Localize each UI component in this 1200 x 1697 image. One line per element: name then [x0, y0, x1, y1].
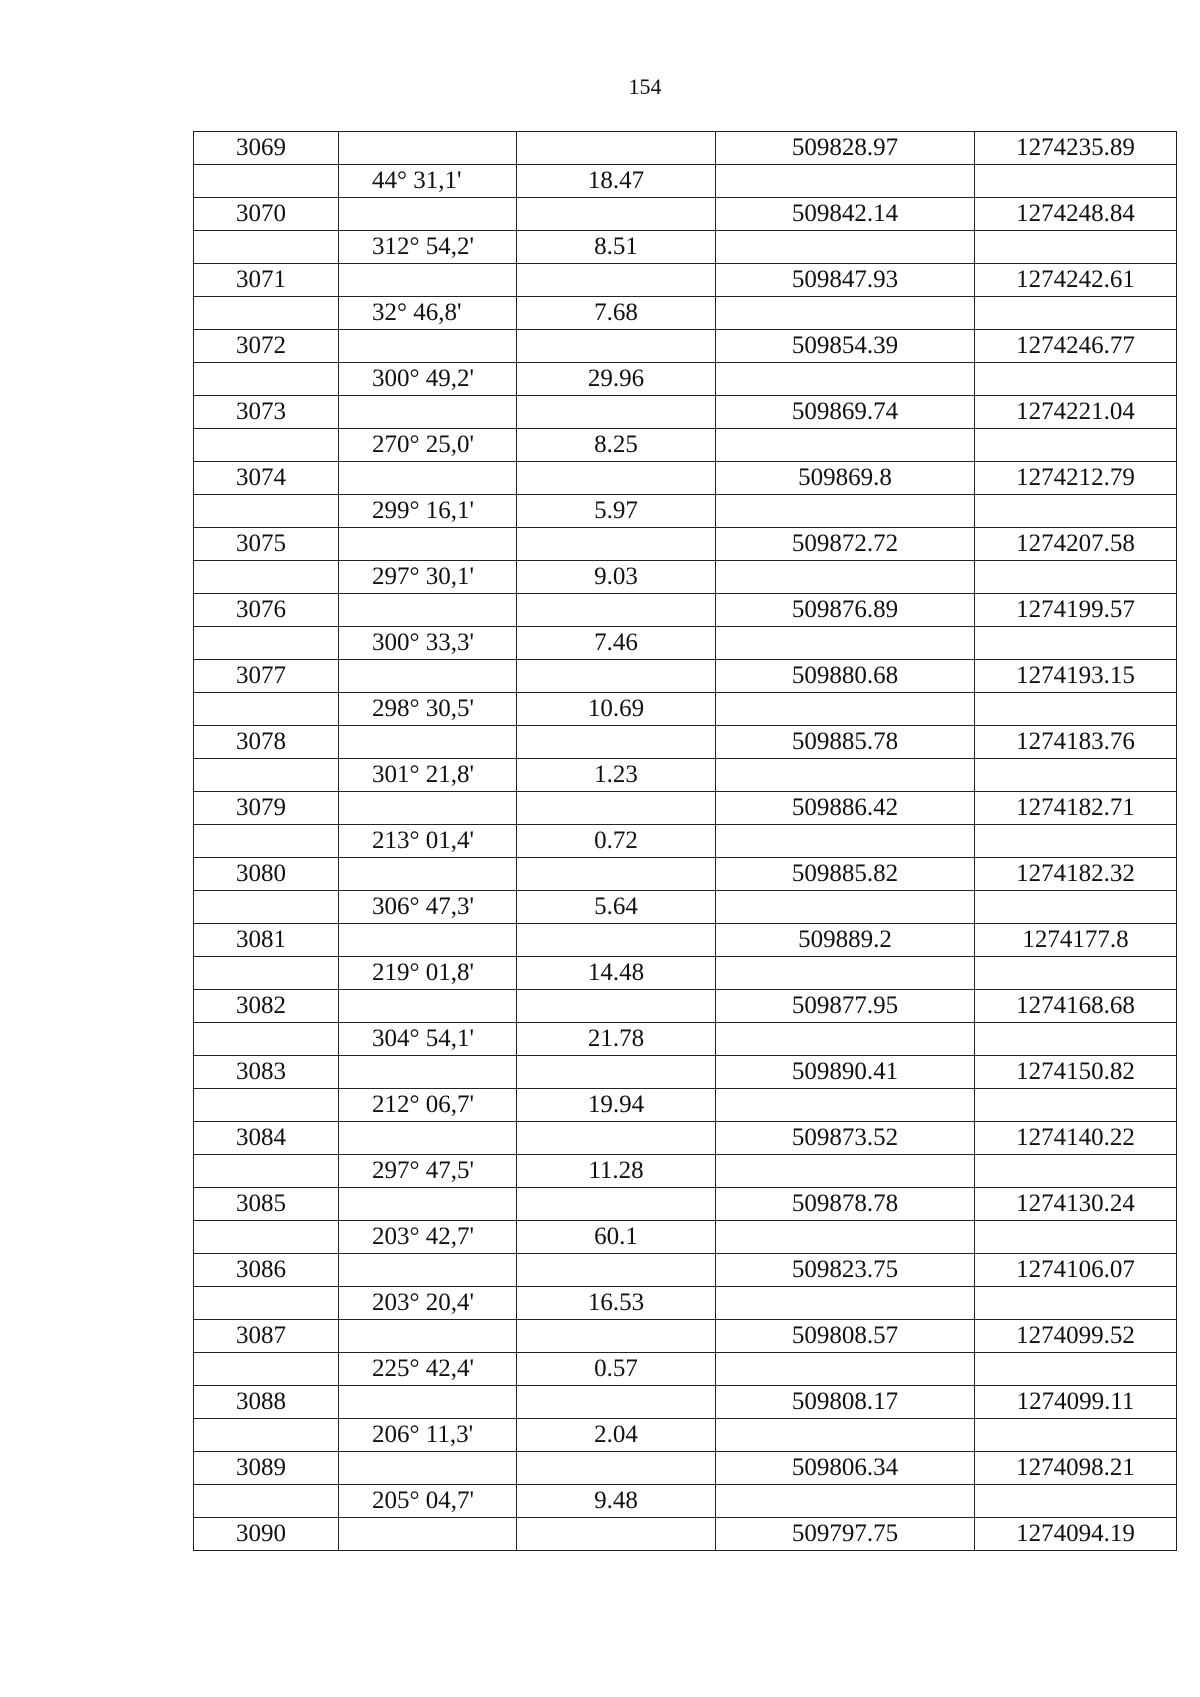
- point-number-cell: 3075: [194, 528, 339, 561]
- point-number-cell: [194, 891, 339, 924]
- point-number-cell: 3076: [194, 594, 339, 627]
- distance-cell: 21.78: [517, 1023, 716, 1056]
- x-coordinate-cell: [716, 561, 975, 594]
- distance-cell: [517, 264, 716, 297]
- x-coordinate-cell: [716, 693, 975, 726]
- distance-cell: 5.64: [517, 891, 716, 924]
- bearing-cell: [339, 792, 517, 825]
- point-number-cell: 3070: [194, 198, 339, 231]
- y-coordinate-cell: 1274207.58: [975, 528, 1177, 561]
- point-number-cell: [194, 297, 339, 330]
- y-coordinate-cell: [975, 495, 1177, 528]
- point-number-cell: [194, 1155, 339, 1188]
- bearing-cell: 219° 01,8': [339, 957, 517, 990]
- x-coordinate-cell: [716, 1089, 975, 1122]
- distance-cell: 7.68: [517, 297, 716, 330]
- distance-cell: [517, 924, 716, 957]
- point-row: [194, 726, 1177, 759]
- segment-row: [194, 1155, 1177, 1188]
- bearing-cell: [339, 528, 517, 561]
- point-number-cell: 3081: [194, 924, 339, 957]
- point-number-cell: 3073: [194, 396, 339, 429]
- bearing-cell: 304° 54,1': [339, 1023, 517, 1056]
- distance-cell: [517, 1320, 716, 1353]
- y-coordinate-cell: 1274177.8: [975, 924, 1177, 957]
- segment-row: [194, 1221, 1177, 1254]
- bearing-cell: [339, 990, 517, 1023]
- bearing-cell: [339, 1386, 517, 1419]
- point-number-cell: [194, 1353, 339, 1386]
- bearing-cell: 298° 30,5': [339, 693, 517, 726]
- segment-row: [194, 693, 1177, 726]
- y-coordinate-cell: 1274098.21: [975, 1452, 1177, 1485]
- distance-cell: [517, 990, 716, 1023]
- x-coordinate-cell: [716, 1221, 975, 1254]
- segment-row: [194, 165, 1177, 198]
- x-coordinate-cell: 509808.17: [716, 1386, 975, 1419]
- point-row: [194, 1386, 1177, 1419]
- x-coordinate-cell: 509885.82: [716, 858, 975, 891]
- segment-row: [194, 1485, 1177, 1518]
- x-coordinate-cell: [716, 495, 975, 528]
- y-coordinate-cell: 1274212.79: [975, 462, 1177, 495]
- y-coordinate-cell: 1274130.24: [975, 1188, 1177, 1221]
- bearing-cell: [339, 924, 517, 957]
- y-coordinate-cell: 1274140.22: [975, 1122, 1177, 1155]
- y-coordinate-cell: 1274246.77: [975, 330, 1177, 363]
- x-coordinate-cell: [716, 957, 975, 990]
- bearing-cell: [339, 132, 517, 165]
- point-number-cell: [194, 693, 339, 726]
- bearing-cell: [339, 330, 517, 363]
- point-number-cell: [194, 1419, 339, 1452]
- y-coordinate-cell: [975, 1089, 1177, 1122]
- distance-cell: [517, 1518, 716, 1551]
- segment-row: [194, 363, 1177, 396]
- bearing-cell: 203° 42,7': [339, 1221, 517, 1254]
- point-row: [194, 1320, 1177, 1353]
- page-number: 154: [628, 74, 662, 99]
- distance-cell: [517, 1188, 716, 1221]
- y-coordinate-cell: [975, 1287, 1177, 1320]
- bearing-cell: 299° 16,1': [339, 495, 517, 528]
- distance-cell: [517, 198, 716, 231]
- segment-row: [194, 1419, 1177, 1452]
- point-row: [194, 1188, 1177, 1221]
- y-coordinate-cell: [975, 627, 1177, 660]
- bearing-cell: 213° 01,4': [339, 825, 517, 858]
- point-row: [194, 462, 1177, 495]
- distance-cell: 0.72: [517, 825, 716, 858]
- bearing-cell: [339, 396, 517, 429]
- bearing-cell: [339, 1122, 517, 1155]
- y-coordinate-cell: 1274248.84: [975, 198, 1177, 231]
- distance-cell: [517, 1254, 716, 1287]
- x-coordinate-cell: [716, 297, 975, 330]
- bearing-cell: 300° 33,3': [339, 627, 517, 660]
- point-row: [194, 1518, 1177, 1551]
- x-coordinate-cell: 509880.68: [716, 660, 975, 693]
- x-coordinate-cell: 509872.72: [716, 528, 975, 561]
- point-number-cell: [194, 165, 339, 198]
- bearing-cell: [339, 858, 517, 891]
- x-coordinate-cell: [716, 165, 975, 198]
- x-coordinate-cell: 509886.42: [716, 792, 975, 825]
- y-coordinate-cell: [975, 165, 1177, 198]
- y-coordinate-cell: [975, 231, 1177, 264]
- segment-row: [194, 957, 1177, 990]
- bearing-cell: 212° 06,7': [339, 1089, 517, 1122]
- point-number-cell: 3083: [194, 1056, 339, 1089]
- distance-cell: [517, 660, 716, 693]
- y-coordinate-cell: [975, 891, 1177, 924]
- point-number-cell: [194, 429, 339, 462]
- point-number-cell: [194, 231, 339, 264]
- point-row: [194, 396, 1177, 429]
- y-coordinate-cell: [975, 297, 1177, 330]
- distance-cell: [517, 330, 716, 363]
- distance-cell: 5.97: [517, 495, 716, 528]
- bearing-cell: [339, 264, 517, 297]
- bearing-cell: [339, 660, 517, 693]
- bearing-cell: 225° 42,4': [339, 1353, 517, 1386]
- x-coordinate-cell: 509885.78: [716, 726, 975, 759]
- bearing-cell: 312° 54,2': [339, 231, 517, 264]
- point-number-cell: 3072: [194, 330, 339, 363]
- point-number-cell: 3089: [194, 1452, 339, 1485]
- y-coordinate-cell: [975, 363, 1177, 396]
- point-row: [194, 1056, 1177, 1089]
- y-coordinate-cell: 1274183.76: [975, 726, 1177, 759]
- y-coordinate-cell: 1274099.52: [975, 1320, 1177, 1353]
- y-coordinate-cell: [975, 957, 1177, 990]
- distance-cell: 8.25: [517, 429, 716, 462]
- x-coordinate-cell: [716, 1353, 975, 1386]
- distance-cell: [517, 1122, 716, 1155]
- point-number-cell: [194, 561, 339, 594]
- point-number-cell: [194, 627, 339, 660]
- point-row: [194, 264, 1177, 297]
- x-coordinate-cell: [716, 363, 975, 396]
- y-coordinate-cell: 1274168.68: [975, 990, 1177, 1023]
- bearing-cell: 297° 30,1': [339, 561, 517, 594]
- x-coordinate-cell: [716, 627, 975, 660]
- x-coordinate-cell: [716, 231, 975, 264]
- segment-row: [194, 627, 1177, 660]
- x-coordinate-cell: 509889.2: [716, 924, 975, 957]
- distance-cell: 60.1: [517, 1221, 716, 1254]
- distance-cell: 14.48: [517, 957, 716, 990]
- distance-cell: [517, 132, 716, 165]
- segment-row: [194, 891, 1177, 924]
- x-coordinate-cell: 509869.8: [716, 462, 975, 495]
- point-number-cell: 3085: [194, 1188, 339, 1221]
- y-coordinate-cell: [975, 1155, 1177, 1188]
- bearing-cell: [339, 726, 517, 759]
- x-coordinate-cell: 509828.97: [716, 132, 975, 165]
- bearing-cell: 206° 11,3': [339, 1419, 517, 1452]
- x-coordinate-cell: 509854.39: [716, 330, 975, 363]
- point-number-cell: 3079: [194, 792, 339, 825]
- bearing-cell: 270° 25,0': [339, 429, 517, 462]
- distance-cell: 10.69: [517, 693, 716, 726]
- x-coordinate-cell: [716, 429, 975, 462]
- distance-cell: 7.46: [517, 627, 716, 660]
- y-coordinate-cell: [975, 561, 1177, 594]
- point-number-cell: 3069: [194, 132, 339, 165]
- x-coordinate-cell: 509806.34: [716, 1452, 975, 1485]
- distance-cell: 16.53: [517, 1287, 716, 1320]
- y-coordinate-cell: [975, 759, 1177, 792]
- point-number-cell: [194, 759, 339, 792]
- distance-cell: [517, 726, 716, 759]
- distance-cell: 29.96: [517, 363, 716, 396]
- bearing-cell: 301° 21,8': [339, 759, 517, 792]
- point-row: [194, 198, 1177, 231]
- distance-cell: 2.04: [517, 1419, 716, 1452]
- bearing-cell: [339, 1188, 517, 1221]
- point-row: [194, 990, 1177, 1023]
- point-number-cell: [194, 1221, 339, 1254]
- distance-cell: 18.47: [517, 165, 716, 198]
- distance-cell: 8.51: [517, 231, 716, 264]
- y-coordinate-cell: [975, 693, 1177, 726]
- segment-row: [194, 1287, 1177, 1320]
- distance-cell: [517, 462, 716, 495]
- point-number-cell: [194, 957, 339, 990]
- bearing-cell: [339, 1320, 517, 1353]
- y-coordinate-cell: 1274193.15: [975, 660, 1177, 693]
- point-row: [194, 924, 1177, 957]
- point-row: [194, 792, 1177, 825]
- x-coordinate-cell: 509873.52: [716, 1122, 975, 1155]
- segment-row: [194, 1353, 1177, 1386]
- bearing-cell: 44° 31,1': [339, 165, 517, 198]
- bearing-cell: 203° 20,4': [339, 1287, 517, 1320]
- point-row: [194, 660, 1177, 693]
- y-coordinate-cell: 1274182.32: [975, 858, 1177, 891]
- distance-cell: 19.94: [517, 1089, 716, 1122]
- y-coordinate-cell: 1274242.61: [975, 264, 1177, 297]
- x-coordinate-cell: 509876.89: [716, 594, 975, 627]
- point-row: [194, 1452, 1177, 1485]
- coordinates-table: [193, 131, 1177, 1551]
- x-coordinate-cell: [716, 759, 975, 792]
- coordinates-table-body: [194, 132, 1177, 1551]
- point-number-cell: 3074: [194, 462, 339, 495]
- bearing-cell: [339, 1056, 517, 1089]
- x-coordinate-cell: [716, 1419, 975, 1452]
- point-number-cell: [194, 495, 339, 528]
- y-coordinate-cell: 1274099.11: [975, 1386, 1177, 1419]
- y-coordinate-cell: 1274150.82: [975, 1056, 1177, 1089]
- bearing-cell: 300° 49,2': [339, 363, 517, 396]
- segment-row: [194, 1023, 1177, 1056]
- point-row: [194, 132, 1177, 165]
- y-coordinate-cell: [975, 1221, 1177, 1254]
- distance-cell: 11.28: [517, 1155, 716, 1188]
- y-coordinate-cell: [975, 1485, 1177, 1518]
- x-coordinate-cell: [716, 825, 975, 858]
- distance-cell: 0.57: [517, 1353, 716, 1386]
- y-coordinate-cell: [975, 429, 1177, 462]
- y-coordinate-cell: 1274199.57: [975, 594, 1177, 627]
- bearing-cell: [339, 594, 517, 627]
- y-coordinate-cell: 1274106.07: [975, 1254, 1177, 1287]
- y-coordinate-cell: [975, 1353, 1177, 1386]
- y-coordinate-cell: 1274221.04: [975, 396, 1177, 429]
- point-number-cell: 3088: [194, 1386, 339, 1419]
- segment-row: [194, 297, 1177, 330]
- x-coordinate-cell: 509808.57: [716, 1320, 975, 1353]
- distance-cell: [517, 528, 716, 561]
- bearing-cell: [339, 462, 517, 495]
- segment-row: [194, 231, 1177, 264]
- point-number-cell: 3084: [194, 1122, 339, 1155]
- point-row: [194, 1122, 1177, 1155]
- y-coordinate-cell: [975, 1419, 1177, 1452]
- point-number-cell: [194, 1287, 339, 1320]
- distance-cell: [517, 858, 716, 891]
- point-row: [194, 1254, 1177, 1287]
- distance-cell: 9.48: [517, 1485, 716, 1518]
- x-coordinate-cell: [716, 891, 975, 924]
- x-coordinate-cell: 509797.75: [716, 1518, 975, 1551]
- distance-cell: [517, 1386, 716, 1419]
- segment-row: [194, 1089, 1177, 1122]
- point-row: [194, 528, 1177, 561]
- bearing-cell: 205° 04,7': [339, 1485, 517, 1518]
- segment-row: [194, 561, 1177, 594]
- distance-cell: [517, 594, 716, 627]
- bearing-cell: 32° 46,8': [339, 297, 517, 330]
- distance-cell: [517, 1452, 716, 1485]
- point-row: [194, 330, 1177, 363]
- point-number-cell: [194, 825, 339, 858]
- point-number-cell: [194, 1023, 339, 1056]
- x-coordinate-cell: 509877.95: [716, 990, 975, 1023]
- point-row: [194, 858, 1177, 891]
- x-coordinate-cell: [716, 1155, 975, 1188]
- bearing-cell: [339, 198, 517, 231]
- point-number-cell: 3086: [194, 1254, 339, 1287]
- segment-row: [194, 495, 1177, 528]
- segment-row: [194, 759, 1177, 792]
- x-coordinate-cell: 509878.78: [716, 1188, 975, 1221]
- distance-cell: 9.03: [517, 561, 716, 594]
- point-number-cell: [194, 1485, 339, 1518]
- y-coordinate-cell: 1274094.19: [975, 1518, 1177, 1551]
- point-number-cell: 3071: [194, 264, 339, 297]
- bearing-cell: 306° 47,3': [339, 891, 517, 924]
- y-coordinate-cell: 1274182.71: [975, 792, 1177, 825]
- point-number-cell: 3080: [194, 858, 339, 891]
- distance-cell: [517, 396, 716, 429]
- x-coordinate-cell: 509842.14: [716, 198, 975, 231]
- segment-row: [194, 429, 1177, 462]
- bearing-cell: [339, 1254, 517, 1287]
- x-coordinate-cell: [716, 1485, 975, 1518]
- segment-row: [194, 825, 1177, 858]
- bearing-cell: 297° 47,5': [339, 1155, 517, 1188]
- x-coordinate-cell: 509869.74: [716, 396, 975, 429]
- x-coordinate-cell: [716, 1287, 975, 1320]
- y-coordinate-cell: [975, 825, 1177, 858]
- y-coordinate-cell: [975, 1023, 1177, 1056]
- bearing-cell: [339, 1518, 517, 1551]
- point-row: [194, 594, 1177, 627]
- bearing-cell: [339, 1452, 517, 1485]
- x-coordinate-cell: [716, 1023, 975, 1056]
- point-number-cell: [194, 363, 339, 396]
- distance-cell: 1.23: [517, 759, 716, 792]
- x-coordinate-cell: 509847.93: [716, 264, 975, 297]
- y-coordinate-cell: 1274235.89: [975, 132, 1177, 165]
- distance-cell: [517, 792, 716, 825]
- point-number-cell: 3077: [194, 660, 339, 693]
- point-number-cell: 3090: [194, 1518, 339, 1551]
- distance-cell: [517, 1056, 716, 1089]
- point-number-cell: 3087: [194, 1320, 339, 1353]
- point-number-cell: [194, 1089, 339, 1122]
- point-number-cell: 3082: [194, 990, 339, 1023]
- point-number-cell: 3078: [194, 726, 339, 759]
- x-coordinate-cell: 509890.41: [716, 1056, 975, 1089]
- x-coordinate-cell: 509823.75: [716, 1254, 975, 1287]
